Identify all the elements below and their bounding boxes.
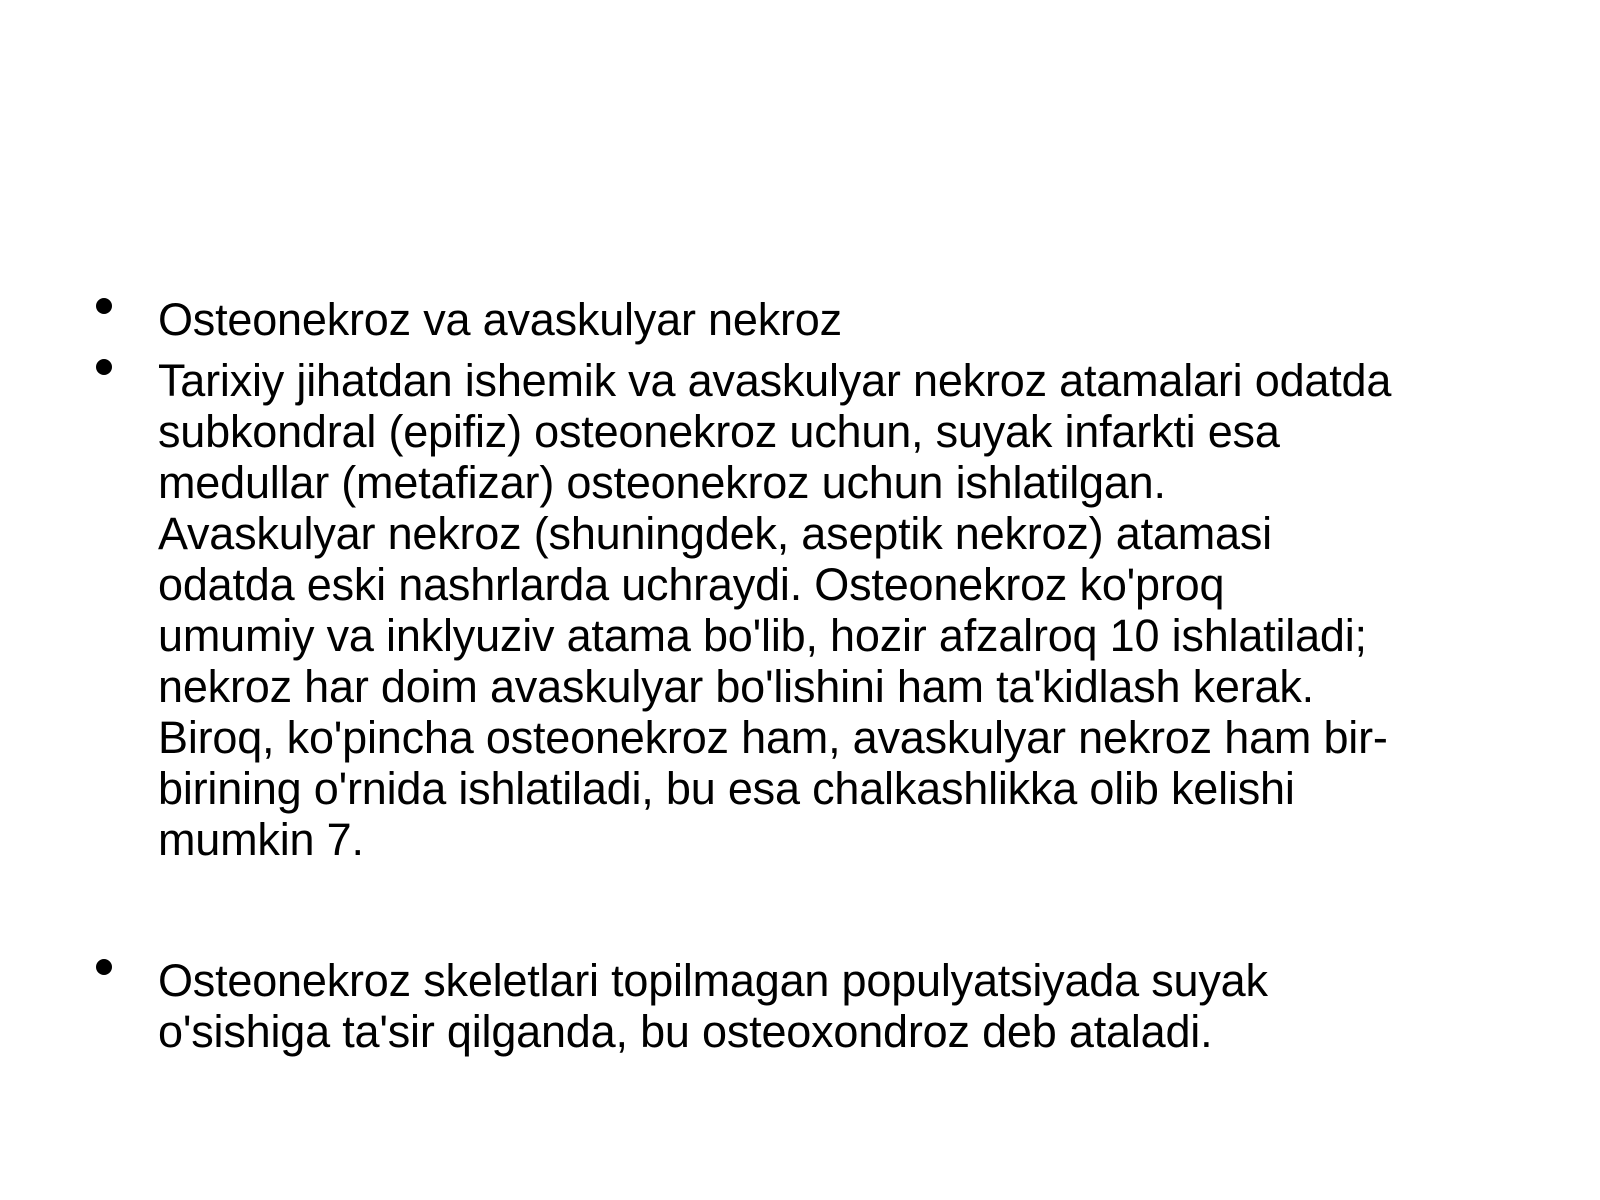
bullet-dot-icon <box>96 959 112 975</box>
bullet-dot-icon <box>96 298 112 314</box>
bullet-item <box>92 355 1532 865</box>
bullet-item <box>92 294 1532 345</box>
bullet-text: Osteonekroz va avaskulyar nekroz <box>158 294 842 345</box>
bullet-text: Osteonekroz skeletlari topilmagan populyatsiyada suyak o'sishiga ta'sir qilganda, bu osteoxondroz deb ataladi. <box>158 955 1268 1057</box>
bullet-text: Tarixiy jihatdan ishemik va avaskulyar nekroz atamalari odatda subkondral (epifiz) osteonekroz uchun, suyak infarkti esa medullar (metafizar) osteonekroz uchun ishlatilgan. Avaskulyar nekroz (shuningdek, aseptik nekroz) atamasi odatda eski nashrlarda uchraydi. Osteonekroz ko'proq umumiy va inklyuziv atama bo'lib, hozir afzalroq 10 ishlatiladi; nekroz har doim avaskulyar bo'lishini ham ta'kidlash kerak. Biroq, ko'pincha osteonekroz ham, avaskulyar nekroz ham bir- birining o'rnida ishlatiladi, bu esa chalkashlikka olib kelishi mumkin 7. <box>158 355 1392 865</box>
bullet-item <box>92 955 1532 1057</box>
bullet-dot-icon <box>96 359 112 375</box>
bullet-list <box>92 294 1532 1057</box>
